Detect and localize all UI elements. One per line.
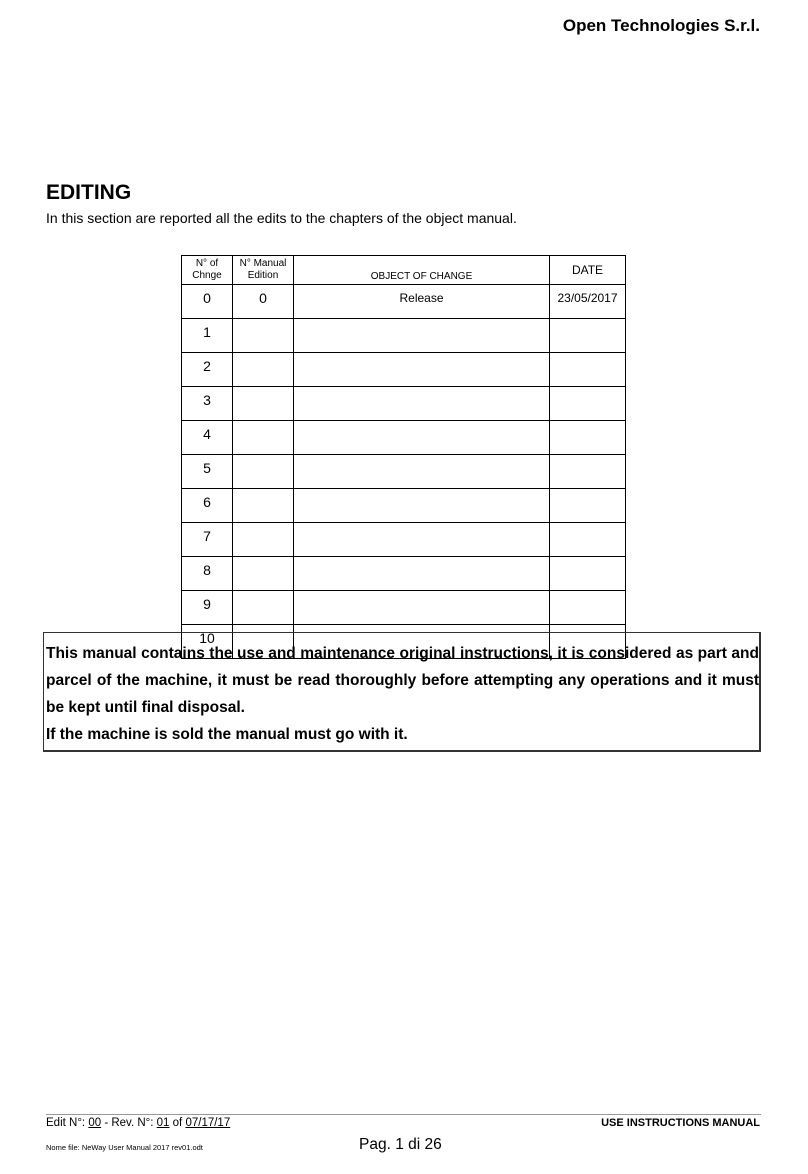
table-row — [182, 557, 626, 591]
table-row — [182, 591, 626, 625]
date-cell — [550, 387, 626, 421]
date-cell — [550, 353, 626, 387]
edition-cell — [233, 523, 294, 557]
date-cell — [550, 421, 626, 455]
date-cell — [550, 523, 626, 557]
section-title: EDITING — [46, 181, 132, 204]
header-object-of-change: OBJECT OF CHANGE — [294, 256, 550, 285]
edition-cell — [233, 591, 294, 625]
footer-divider — [46, 1114, 761, 1115]
date-cell — [550, 557, 626, 591]
object-cell — [294, 455, 550, 489]
object-cell — [294, 421, 550, 455]
change-number-cell: 6 — [182, 489, 233, 523]
date-cell — [550, 455, 626, 489]
edition-cell — [233, 353, 294, 387]
edit-number: 00 — [88, 1117, 102, 1129]
revision-number: 01 — [156, 1117, 170, 1129]
table-row — [182, 523, 626, 557]
change-number-cell: 5 — [182, 455, 233, 489]
company-name: Open Technologies S.r.l. — [562, 16, 760, 35]
page-number: Pag. 1 di 26 — [359, 1136, 442, 1153]
change-number-cell: 2 — [182, 353, 233, 387]
object-cell — [294, 591, 550, 625]
edition-cell — [233, 387, 294, 421]
edition-cell — [233, 489, 294, 523]
change-number-cell: 9 — [182, 591, 233, 625]
object-cell — [294, 523, 550, 557]
table-row — [182, 489, 626, 523]
change-number-cell: 7 — [182, 523, 233, 557]
table-header-row — [182, 256, 626, 285]
header-manual-edition: N° Manual Edition — [233, 256, 294, 285]
table-row — [182, 285, 626, 319]
file-name: Nome file: NeWay User Manual 2017 rev01.odt — [46, 1143, 203, 1152]
change-number-cell: 10 — [182, 625, 233, 659]
date-cell — [550, 489, 626, 523]
change-number-cell: 0 — [182, 285, 233, 319]
object-cell: Release — [294, 285, 550, 319]
manual-type: USE INSTRUCTIONS MANUAL — [601, 1117, 760, 1129]
object-cell — [294, 319, 550, 353]
header-change-number: N° of Chnge — [182, 256, 233, 285]
date-cell — [550, 591, 626, 625]
notice-paragraph: This manual contains the use and maintenance original instructions, it is considered as part and parcel of the machine, it must be read thoroughly before attempting any operations and it must be kept until final disposal. — [46, 645, 759, 716]
revision-date: 07/17/17 — [185, 1117, 231, 1129]
edition-cell — [233, 319, 294, 353]
edition-cell — [233, 421, 294, 455]
object-cell — [294, 353, 550, 387]
header-date: DATE — [550, 256, 626, 285]
section-intro: In this section are reported all the edits to the chapters of the object manual. — [46, 210, 517, 226]
table-row — [182, 455, 626, 489]
edition-cell — [233, 455, 294, 489]
object-cell — [294, 557, 550, 591]
table-row — [182, 319, 626, 353]
change-number-cell: 8 — [182, 557, 233, 591]
change-number-cell: 4 — [182, 421, 233, 455]
footer-edit-info: Edit N°: 00 - Rev. N°: 01 of 07/17/17 — [46, 1117, 231, 1129]
notice-box — [43, 632, 761, 752]
edition-cell — [233, 557, 294, 591]
table-row — [182, 421, 626, 455]
change-number-cell: 1 — [182, 319, 233, 353]
date-cell: 23/05/2017 — [550, 285, 626, 319]
date-cell — [550, 319, 626, 353]
table-row — [182, 353, 626, 387]
notice-paragraph: If the machine is sold the manual must go with it. — [46, 726, 408, 743]
change-number-cell: 3 — [182, 387, 233, 421]
edition-cell: 0 — [233, 285, 294, 319]
edits-table — [181, 255, 626, 659]
object-cell — [294, 489, 550, 523]
object-cell — [294, 387, 550, 421]
table-row — [182, 387, 626, 421]
